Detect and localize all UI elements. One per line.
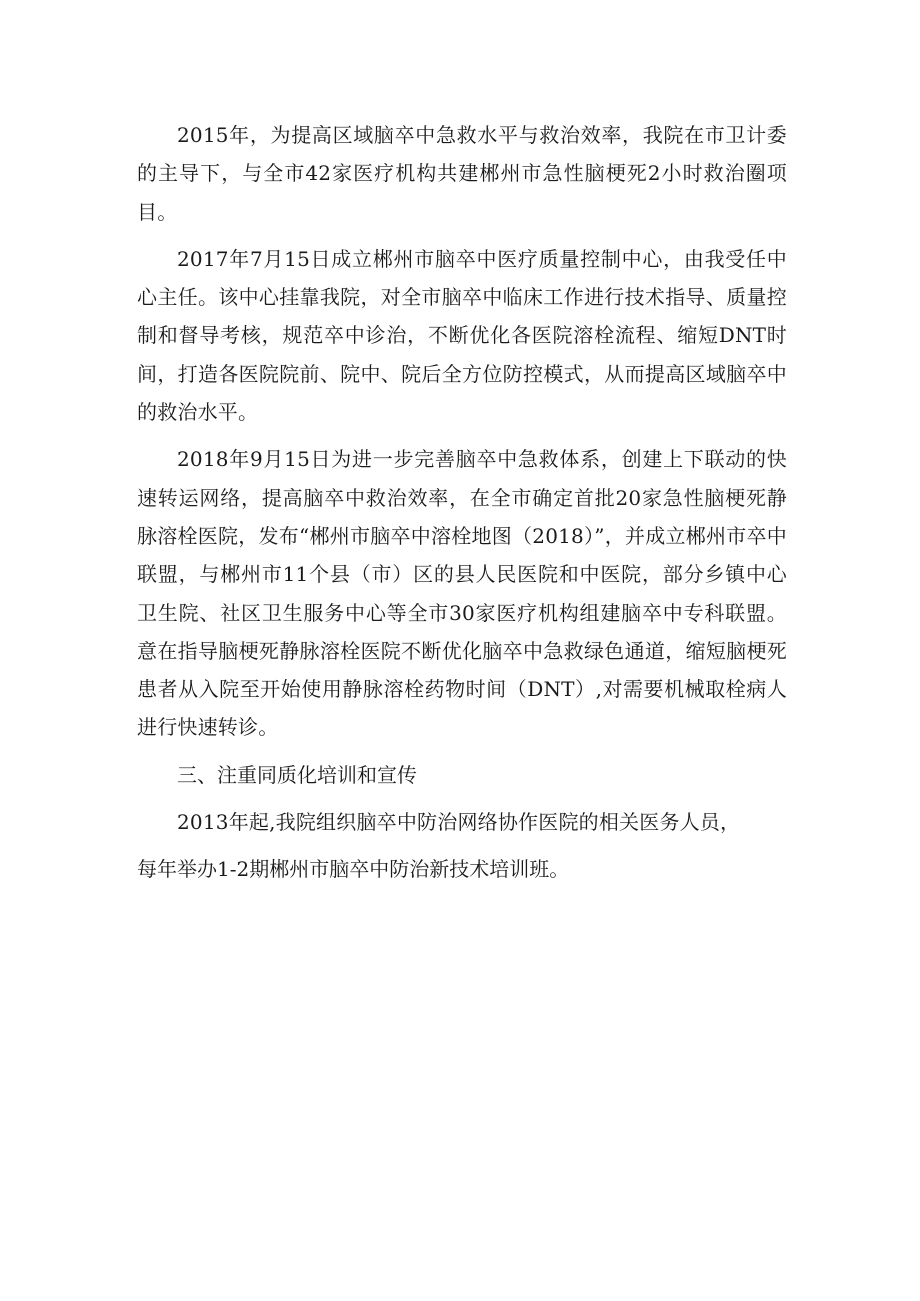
document-body	[137, 116, 787, 889]
paragraph-gap	[137, 431, 787, 440]
paragraph-2015: 2015年，为提高区域脑卒中急救水平与救治效率，我院在市卫计委的主导下，与全市42家医疗机构共建郴州市急性脑梗死2小时救治圈项目。	[137, 123, 787, 224]
paragraph-gap	[137, 231, 787, 240]
paragraph-gap	[137, 794, 787, 803]
section-heading: 三、注重同质化培训和宣传	[177, 762, 417, 787]
paragraph-gap	[137, 747, 787, 756]
training-line-2: 每年举办1-2期郴州市脑卒中防治新技术培训班。	[137, 857, 570, 882]
paragraph-gap	[137, 841, 787, 850]
training-line-1: 2013年起,我院组织脑卒中防治网络协作医院的相关医务人员，	[177, 810, 741, 835]
paragraph-2017: 2017年7月15日成立郴州市脑卒中医疗质量控制中心，由我受任中心主任。该中心挂靠我院，对全市脑卒中临床工作进行技术指导、质量控制和督导考核，规范卒中诊治，不断优化各医院溶栓流程、缩短DNT时间，打造各医院院前、院中、院后全方位防控模式，从而提高区域脑卒中的救治水平。	[137, 246, 787, 425]
paragraph-2018: 2018年9月15日为进一步完善脑卒中急救体系，创建上下联动的快速转运网络，提高脑卒中救治效率，在全市确定首批20家急性脑梗死静脉溶栓医院，发布“郴州市脑卒中溶栓地图（2018）”，并成立郴州市卒中联盟，与郴州市11个县（市）区的县人民医院和中医院，部分乡镇中心卫生院、社区卫生服务中心等全市30家医疗机构组建脑卒中专科联盟。意在指导脑梗死静脉溶栓医院不断优化脑卒中急救绿色通道，缩短脑梗死患者从入院至开始使用静脉溶栓药物时间（DNT）,对需要机械取栓病人进行快速转诊。	[137, 447, 787, 740]
